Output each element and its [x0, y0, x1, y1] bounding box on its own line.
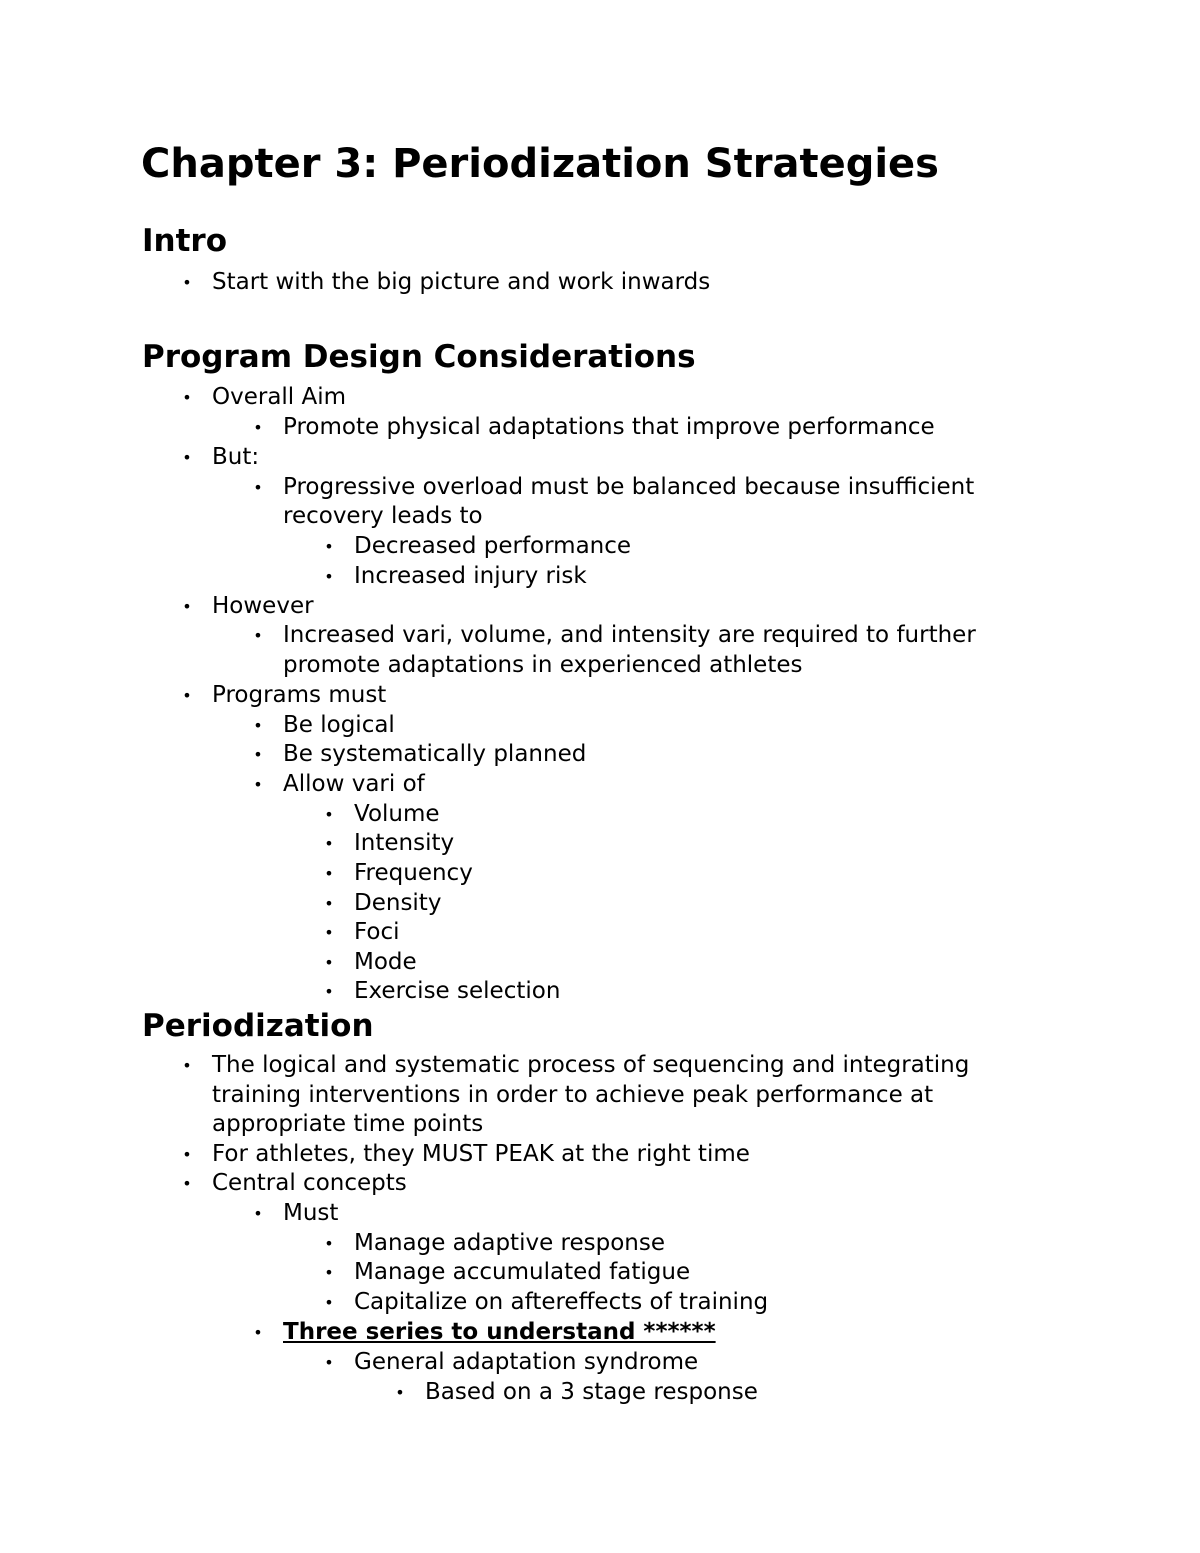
list-item-text: General adaptation syndrome	[354, 1349, 699, 1375]
bullet-icon: •	[324, 923, 334, 942]
bullet-icon: •	[182, 1056, 192, 1075]
list-item-text: But:	[212, 444, 260, 470]
bullet-icon: •	[324, 1353, 334, 1372]
section-heading-intro: Intro	[142, 223, 228, 259]
list-item-continuation	[212, 1081, 933, 1111]
bullet-icon: •	[253, 626, 263, 645]
list-item-text: The logical and systematic process of sequencing and integrating	[212, 1052, 970, 1078]
bullet-icon: •	[182, 1174, 192, 1193]
bullet-icon: •	[324, 864, 334, 883]
list-item-text: Foci	[354, 919, 400, 945]
bullet-icon: •	[182, 1145, 192, 1164]
list-item-text: For athletes, they MUST PEAK at the right time	[212, 1141, 750, 1167]
list-item-text: Be systematically planned	[283, 741, 587, 767]
chapter-title: Chapter 3: Periodization Strategies	[141, 141, 939, 187]
list-item-continuation	[283, 651, 802, 681]
list-item	[324, 1288, 769, 1318]
list-item	[324, 562, 587, 592]
section-heading-program-design: Program Design Considerations	[142, 339, 696, 375]
list-item-text: Central concepts	[212, 1170, 407, 1196]
list-item	[324, 859, 473, 889]
list-item-text: Progressive overload must be balanced because insufficient	[283, 474, 975, 500]
bullet-icon: •	[253, 418, 263, 437]
list-item	[182, 268, 711, 298]
bullet-icon: •	[182, 686, 192, 705]
bullet-icon: •	[182, 273, 192, 292]
bullet-icon: •	[324, 567, 334, 586]
list-item	[395, 1378, 758, 1408]
list-item-text: Start with the big picture and work inwards	[212, 269, 711, 295]
list-item-text: Overall Aim	[212, 384, 347, 410]
bullet-icon: •	[253, 1323, 263, 1342]
list-item	[182, 1051, 970, 1081]
list-item	[253, 621, 976, 651]
list-item	[182, 1169, 407, 1199]
list-item	[253, 413, 935, 443]
list-item-text: Intensity	[354, 830, 455, 856]
list-item-continuation	[212, 1110, 483, 1140]
list-item-text: Must	[283, 1200, 339, 1226]
list-item-text: Increased injury risk	[354, 563, 587, 589]
list-item-text: However	[212, 593, 314, 619]
section-heading-periodization: Periodization	[142, 1008, 374, 1044]
list-item-text: Be logical	[283, 712, 395, 738]
list-item	[253, 711, 395, 741]
list-item-text: training interventions in order to achieve peak performance at	[212, 1082, 934, 1108]
list-item	[182, 443, 260, 473]
bullet-icon: •	[182, 448, 192, 467]
list-item-text: Promote physical adaptations that improve performance	[283, 414, 935, 440]
bullet-icon: •	[324, 982, 334, 1001]
bullet-icon: •	[253, 716, 263, 735]
list-item-text: promote adaptations in experienced athletes	[283, 652, 803, 678]
bullet-icon: •	[324, 894, 334, 913]
bullet-icon: •	[253, 775, 263, 794]
list-item-text: Based on a 3 stage response	[425, 1379, 758, 1405]
list-item	[182, 592, 314, 622]
bullet-icon: •	[324, 953, 334, 972]
list-item-text: Exercise selection	[354, 978, 561, 1004]
list-item-text: Density	[354, 890, 442, 916]
list-item-emphasis	[253, 1318, 716, 1348]
bullet-icon: •	[324, 537, 334, 556]
list-item-text: Manage accumulated fatigue	[354, 1259, 691, 1285]
bullet-icon: •	[324, 834, 334, 853]
list-item	[324, 889, 442, 919]
bullet-icon: •	[324, 805, 334, 824]
emphasized-item-text: Three series to understand ******	[283, 1319, 716, 1345]
bullet-icon: •	[324, 1293, 334, 1312]
bullet-icon: •	[253, 745, 263, 764]
list-item	[324, 1348, 699, 1378]
list-item-text: appropriate time points	[212, 1111, 484, 1137]
list-item-text: Capitalize on aftereffects of training	[354, 1289, 769, 1315]
list-item	[182, 1140, 750, 1170]
list-item	[253, 473, 975, 503]
list-item-text: Programs must	[212, 682, 387, 708]
list-item	[324, 532, 632, 562]
list-item	[182, 681, 387, 711]
bullet-icon: •	[324, 1263, 334, 1282]
list-item	[324, 829, 455, 859]
bullet-icon: •	[182, 388, 192, 407]
bullet-icon: •	[253, 1204, 263, 1223]
list-item-text: Increased vari, volume, and intensity are required to further	[283, 622, 976, 648]
list-item	[324, 1258, 691, 1288]
list-item	[324, 800, 440, 830]
list-item	[324, 948, 417, 978]
bullet-icon: •	[182, 597, 192, 616]
list-item-text: Volume	[354, 801, 440, 827]
bullet-icon: •	[324, 1234, 334, 1253]
list-item	[324, 918, 400, 948]
list-item-text: Frequency	[354, 860, 473, 886]
list-item-text: Mode	[354, 949, 417, 975]
list-item-text: recovery leads to	[283, 503, 483, 529]
list-item-continuation	[283, 502, 483, 532]
list-item	[253, 770, 425, 800]
list-item	[253, 1199, 339, 1229]
list-item-text: Manage adaptive response	[354, 1230, 666, 1256]
bullet-icon: •	[395, 1383, 405, 1402]
list-item	[253, 740, 587, 770]
list-item	[182, 383, 347, 413]
list-item-text: Decreased performance	[354, 533, 632, 559]
list-item-text: Allow vari of	[283, 771, 425, 797]
bullet-icon: •	[253, 478, 263, 497]
list-item	[324, 977, 561, 1007]
list-item	[324, 1229, 666, 1259]
